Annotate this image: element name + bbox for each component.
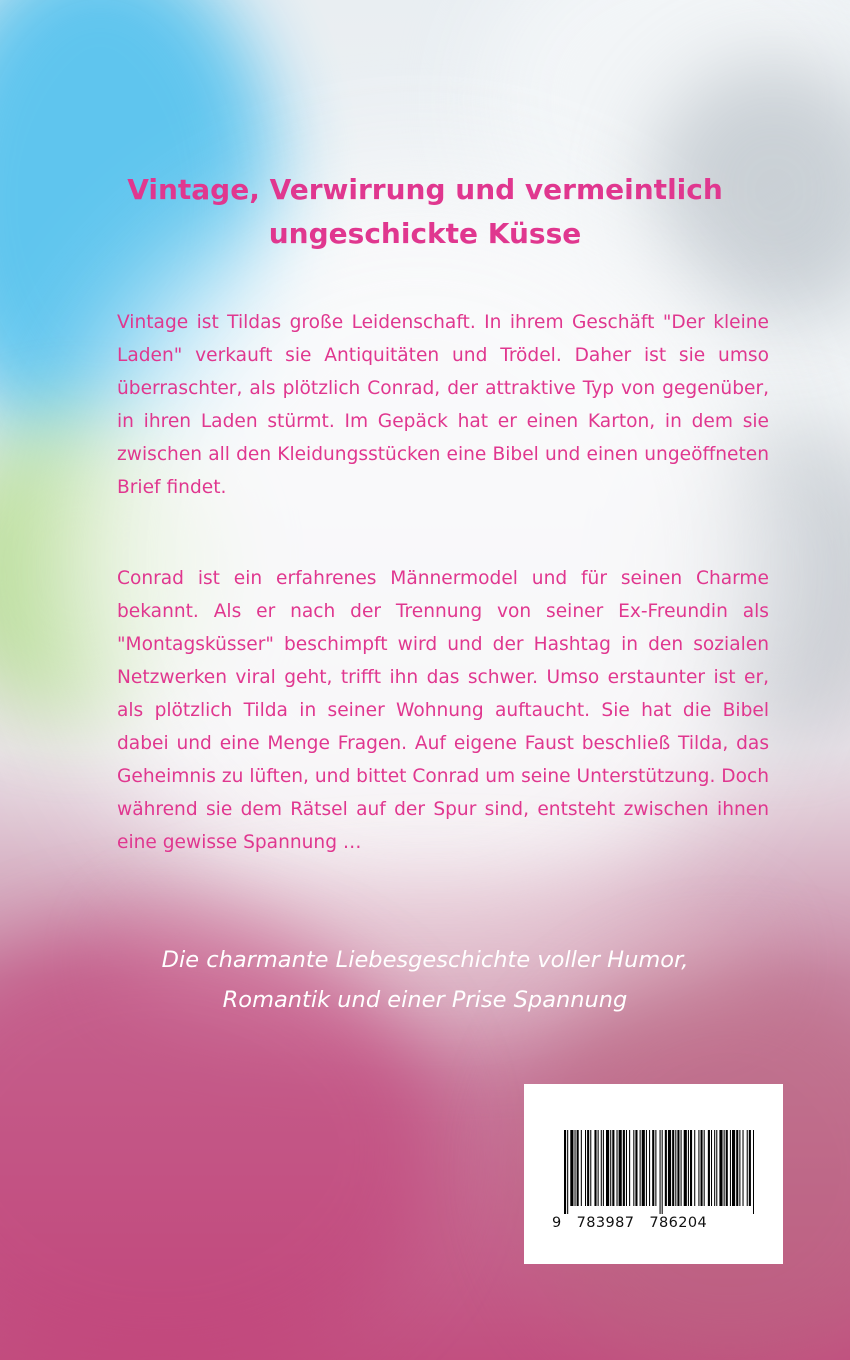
barcode-bar — [704, 1130, 705, 1206]
barcode-bar — [587, 1130, 589, 1206]
barcode-bar — [655, 1130, 656, 1206]
barcode-bar — [698, 1130, 699, 1206]
barcode-bar — [662, 1130, 663, 1214]
back-cover-headline — [60, 168, 790, 256]
barcode-bar — [672, 1130, 674, 1206]
headline-line-1: Vintage, Verwirrung und vermeintlich — [127, 173, 723, 206]
barcode-bar — [575, 1130, 576, 1206]
barcode-bar — [623, 1130, 625, 1206]
tagline-line-2: Romantik und einer Prise Spannung — [222, 987, 628, 1013]
barcode-bar — [649, 1130, 650, 1206]
barcode-bar — [590, 1130, 591, 1206]
isbn-digits: 9 783987 786204 — [552, 1215, 708, 1231]
barcode-bar — [753, 1130, 754, 1214]
barcode-bar — [701, 1130, 703, 1206]
isbn-barcode-box — [524, 1084, 783, 1264]
barcode-bar — [708, 1130, 710, 1206]
barcode-bar — [736, 1130, 738, 1206]
barcode-bar — [635, 1130, 637, 1206]
barcode-bar — [675, 1130, 676, 1206]
barcode-bar — [690, 1130, 692, 1206]
barcode-bar — [564, 1130, 566, 1214]
barcode-bar — [633, 1130, 634, 1206]
barcode-bar — [743, 1130, 744, 1206]
barcode-bar — [617, 1130, 618, 1206]
barcode-bar — [646, 1130, 647, 1206]
blurb-paragraph-2: Conrad ist ein erfahrenes Männermodel und für seinen Charme bekannt. Als er nach der Trennung von seiner Ex-Freundin als "Montagsküsser" beschimpft wird und der Hashtag in den sozialen Netzwerken viral geht, trifft ihn das schwer. Umso erstaunter ist er, als plötzlich Tilda in seiner Wohnung auftaucht. Sie hat die Bibel dabei und eine Menge Fragen. Auf eigene Faust beschließ Tilda, das Geheimnis zu lüften, und bittet Conrad um seine Unterstützung. Doch während sie dem Rätsel auf der Spur sind, entsteht zwischen ihnen eine gewisse Spannung … — [117, 568, 769, 853]
barcode-bar — [681, 1130, 682, 1206]
barcode-bar — [594, 1130, 596, 1206]
tagline — [60, 940, 790, 1020]
headline-line-2: ungeschickte Küsse — [268, 217, 582, 250]
barcode-bar — [619, 1130, 622, 1206]
barcode-bar — [730, 1130, 731, 1206]
barcode-bar — [581, 1130, 582, 1206]
barcode-bar — [739, 1130, 740, 1206]
barcode-bar — [747, 1130, 748, 1206]
barcode-bar — [640, 1130, 641, 1206]
barcode-bar — [642, 1130, 645, 1206]
barcode-bar — [577, 1130, 579, 1206]
barcode-bar — [688, 1130, 689, 1206]
barcode-bar — [603, 1130, 604, 1206]
barcode-bar — [714, 1130, 715, 1206]
barcode-bar — [606, 1130, 609, 1206]
barcode-bar — [724, 1130, 725, 1206]
barcode-bar — [668, 1130, 671, 1206]
barcode-bar — [665, 1130, 667, 1206]
tagline-line-1: Die charmante Liebesgeschichte voller Humor, — [161, 947, 689, 973]
barcode-bar — [626, 1130, 627, 1206]
barcode-bar — [570, 1130, 573, 1206]
barcode-bar — [610, 1130, 611, 1206]
barcode-bar — [726, 1130, 728, 1206]
barcode-bars — [564, 1130, 754, 1214]
barcode-bar — [716, 1130, 717, 1206]
barcode-bar — [612, 1130, 614, 1206]
barcode-bar — [652, 1130, 654, 1206]
barcode-bar — [719, 1130, 722, 1206]
barcode-bar — [684, 1130, 687, 1206]
blurb-paragraph-1: Vintage ist Tildas große Leidenschaft. In ihrem Geschäft "Der kleine Laden" verkauft sie Antiquitäten und Trödel. Daher ist sie umso überraschter, als plötzlich Conrad, der attraktive Typ von gegenüber, in ihren Laden stürmt. Im Gepäck hat er einen Karton, in dem sie zwischen all den Kleidungsstücken eine Bibel und einen ungeöffneten Brief findet. — [117, 312, 769, 498]
barcode-bar — [694, 1130, 695, 1206]
barcode-bar — [711, 1130, 712, 1206]
barcode-bar — [660, 1130, 661, 1214]
barcode-bar — [732, 1130, 735, 1206]
barcode-bar — [749, 1130, 751, 1206]
barcode-bar — [629, 1130, 630, 1206]
barcode-bar — [598, 1130, 599, 1206]
barcode-bar — [567, 1130, 568, 1214]
barcode-bar — [677, 1130, 679, 1206]
barcode-bar — [585, 1130, 586, 1206]
barcode-bar — [601, 1130, 602, 1206]
